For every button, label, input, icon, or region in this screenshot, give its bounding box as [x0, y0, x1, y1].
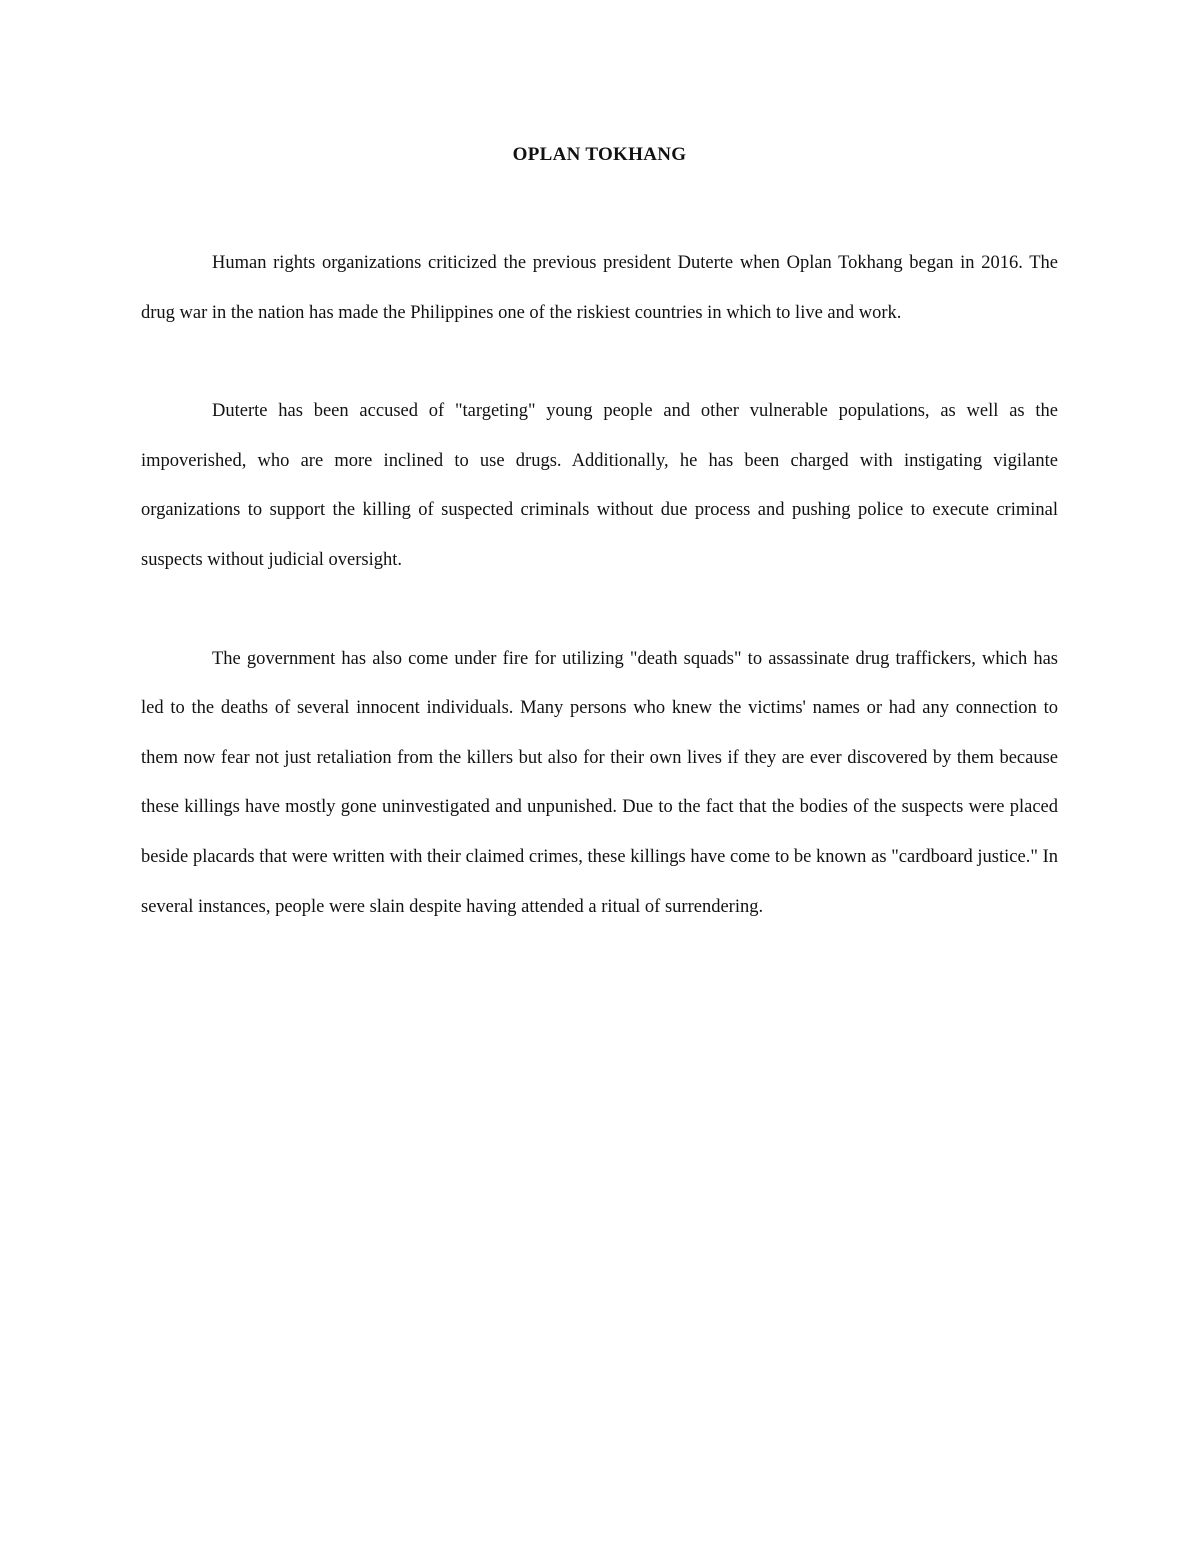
paragraph-1: Human rights organizations criticized the previous president Duterte when Oplan Tokhang began in 2016. The drug war in the nation has made the Philippines one of the riskiest countries in which to live and work.	[141, 253, 1058, 323]
paragraph-2: Duterte has been accused of "targeting" young people and other vulnerable populations, as well as the impoverished, who are more inclined to use drugs. Additionally, he has been charged with instigating vigilante organizations to support the killing of suspected criminals without due process and pushing police to execute criminal suspects without judicial oversight.	[141, 401, 1058, 570]
document-body	[141, 138, 1058, 932]
paragraph-3: The government has also come under fire for utilizing "death squads" to assassinate drug traffickers, which has led to the deaths of several innocent individuals. Many persons who knew the victims' names or had any connection to them now fear not just retaliation from the killers but also for their own lives if they are ever discovered by them because these killings have mostly gone uninvestigated and unpunished. Due to the fact that the bodies of the suspects were placed beside placards that were written with their claimed crimes, these killings have come to be known as "cardboard justice." In several instances, people were slain despite having attended a ritual of surrendering.	[141, 648, 1058, 917]
document-title: OPLAN TOKHANG	[512, 144, 687, 165]
